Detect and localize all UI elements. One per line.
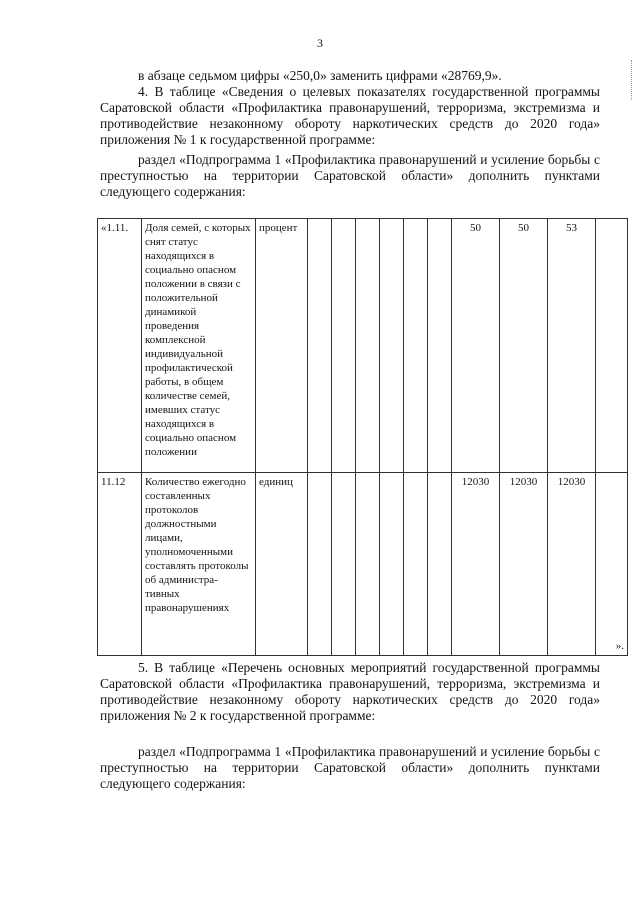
unit-cell: единиц <box>256 473 308 656</box>
closing-cell <box>596 219 628 473</box>
paragraph-section-supplement-2 <box>100 744 600 792</box>
empty-cell <box>332 473 356 656</box>
margin-mark <box>631 60 634 100</box>
paragraph-section-supplement-1 <box>100 152 600 200</box>
empty-cell <box>356 219 380 473</box>
value-cell: 12030 <box>452 473 500 656</box>
indicator-name: Количество ежегодно составленных протоколов должностными лицами, уполномоченными составлять протоколы об администра-тивных правонарушениях <box>142 473 256 656</box>
value-cell: 50 <box>500 219 548 473</box>
table-row <box>98 473 628 656</box>
paragraph-text: раздел «Подпрограмма 1 «Профилактика правонарушений и усиление борьбы с преступностью на территории Саратовской области» дополнить пунктами следующего содержания: <box>100 152 600 199</box>
paragraph-text: 5. В таблице «Перечень основных мероприятий государственной программы Саратовской области «Профилактика правонарушений, терроризма, экстремизма и противодействие незаконному обороту наркотических средств до 2020 года» приложения № 2 к государственной программе: <box>100 660 600 723</box>
paragraph-item-5 <box>100 660 600 724</box>
paragraph-text: раздел «Подпрограмма 1 «Профилактика правонарушений и усиление борьбы с преступностью на территории Саратовской области» дополнить пунктами следующего содержания: <box>100 744 600 791</box>
paragraph-text: 4. В таблице «Сведения о целевых показателях государственной программы Саратовской области «Профилактика правонарушений, терроризма, экстремизма и противодействие незаконному обороту наркотических средств до 2020 года» приложения № 1 к государственной программе: <box>100 84 600 147</box>
page-number: 3 <box>317 36 323 50</box>
row-number: 11.12 <box>98 473 142 656</box>
unit-cell: процент <box>256 219 308 473</box>
paragraph-item-4 <box>100 84 600 148</box>
value-cell: 53 <box>548 219 596 473</box>
paragraph-paragraph-seven-change <box>100 68 600 84</box>
empty-cell <box>332 219 356 473</box>
empty-cell <box>428 473 452 656</box>
row-number: «1.11. <box>98 219 142 473</box>
empty-cell <box>380 219 404 473</box>
empty-cell <box>404 473 428 656</box>
table-row <box>98 219 628 473</box>
empty-cell <box>380 473 404 656</box>
paragraph-text: в абзаце седьмом цифры «250,0» заменить цифрами «28769,9». <box>138 68 502 83</box>
value-cell: 12030 <box>548 473 596 656</box>
value-cell: 12030 <box>500 473 548 656</box>
closing-cell: ». <box>596 473 628 656</box>
empty-cell <box>308 219 332 473</box>
indicator-name: Доля семей, с которых снят статус находящихся в социально опасном положении в связи с положительной динамикой проведения комплексной индивидуальной профилактической работы, в общем количестве семей, имевших статус находящихся в социально опасном положении <box>142 219 256 473</box>
empty-cell <box>404 219 428 473</box>
empty-cell <box>428 219 452 473</box>
indicators-table <box>97 218 628 656</box>
empty-cell <box>308 473 332 656</box>
value-cell: 50 <box>452 219 500 473</box>
empty-cell <box>356 473 380 656</box>
